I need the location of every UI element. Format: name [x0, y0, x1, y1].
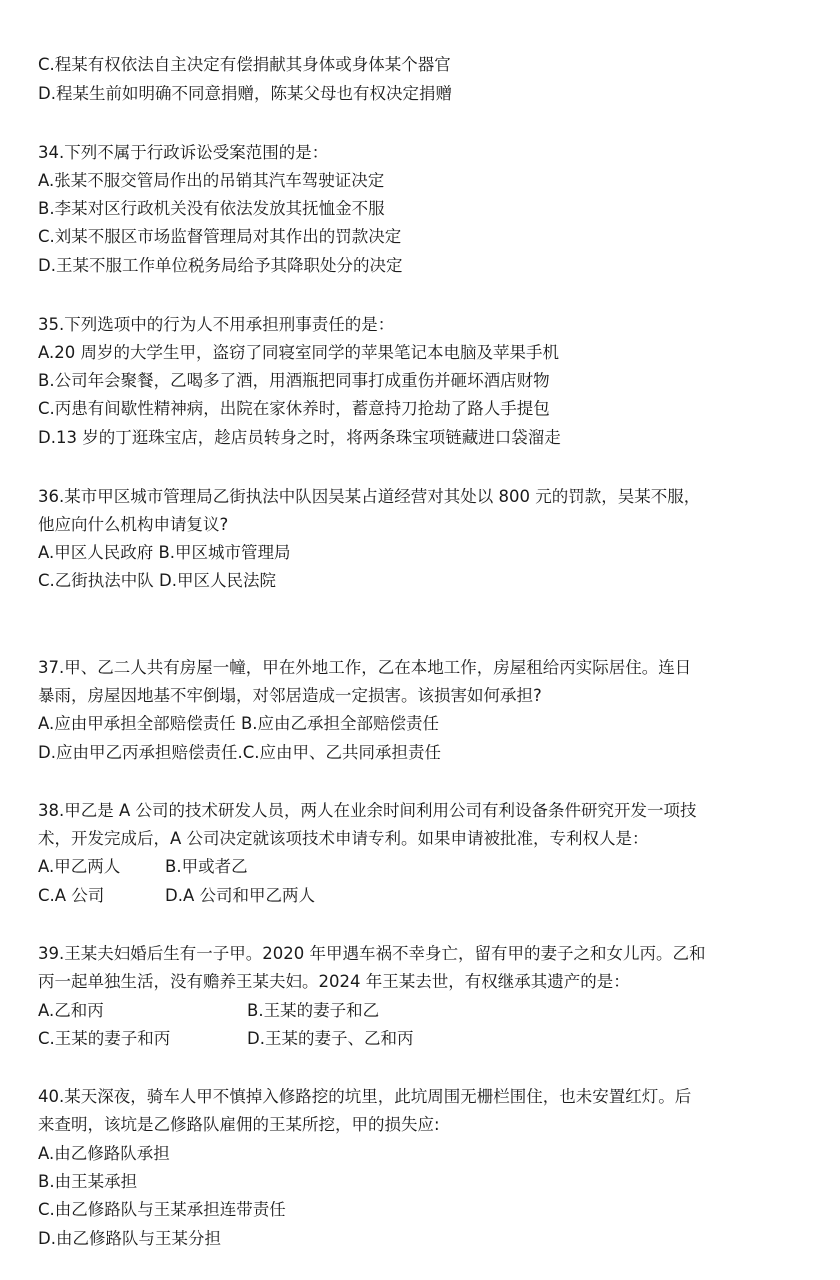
question-40-stem-line2: 来查明，该坑是乙修路队雇佣的王某所挖，甲的损失应: [38, 1115, 440, 1134]
question-36-options-cd: C.乙街执法中队 D.甲区人民法院 [38, 571, 276, 590]
question-39-option-b: B.王某的妻子和乙 [247, 1001, 380, 1020]
question-34-option-d: D.王某不服工作单位税务局给予其降职处分的决定 [38, 256, 403, 275]
question-38-option-a: A.甲乙两人 [38, 857, 121, 876]
question-38-option-c: C.A 公司 [38, 886, 105, 905]
question-35-stem: 35.下列选项中的行为人不用承担刑事责任的是： [38, 315, 395, 334]
question-39-option-c: C.王某的妻子和丙 [38, 1029, 171, 1048]
question-37-options-dc: D.应由甲乙丙承担赔偿责任.C.应由甲、乙共同承担责任 [38, 743, 441, 762]
question-37-options-ab: A.应由甲承担全部赔偿责任 B.应由乙承担全部赔偿责任 [38, 714, 440, 733]
question-38-stem-line2: 术，开发完成后，A 公司决定就该项技术申请专利。如果申请被批准，专利权人是： [38, 829, 649, 848]
question-37-stem-line2: 暴雨，房屋因地基不牢倒塌，对邻居造成一定损害。该损害如何承担? [38, 686, 542, 705]
question-38-stem-line1: 38.甲乙是 A 公司的技术研发人员，两人在业余时间利用公司有利设备条件研究开发一项技 [38, 801, 697, 820]
question-40-stem-line1: 40.某天深夜，骑车人甲不慎掉入修路挖的坑里，此坑周围无栅栏围住，也未安置红灯。后 [38, 1087, 692, 1106]
question-40-option-b: B.由王某承担 [38, 1172, 138, 1191]
question-39-stem-line1: 39.王某夫妇婚后生有一子甲。2020 年甲遇车祸不幸身亡，留有甲的妻子之和女儿丙。乙和 [38, 944, 706, 963]
question-40-option-c: C.由乙修路队与王某承担连带责任 [38, 1200, 286, 1219]
question-34-option-a: A.张某不服交管局作出的吊销其汽车驾驶证决定 [38, 171, 385, 190]
question-39-option-d: D.王某的妻子、乙和丙 [247, 1029, 414, 1048]
question-34-option-c: C.刘某不服区市场监督管理局对其作出的罚款决定 [38, 227, 402, 246]
question-35-option-d: D.13 岁的丁逛珠宝店，趁店员转身之时，将两条珠宝项链藏进口袋溜走 [38, 428, 561, 447]
question-34-option-b: B.李某对区行政机关没有依法发放其抚恤金不服 [38, 199, 385, 218]
question-38-option-d: D.A 公司和甲乙两人 [165, 886, 315, 905]
question-36-options-ab: A.甲区人民政府 B.甲区城市管理局 [38, 543, 291, 562]
question-36-stem-line1: 36.某市甲区城市管理局乙街执法中队因吴某占道经营对其处以 800 元的罚款，吴某不服， [38, 487, 701, 506]
question-39-option-a: A.乙和丙 [38, 1001, 104, 1020]
question-35-option-c: C.丙患有间歇性精神病，出院在家休养时，蓄意持刀抢劫了路人手提包 [38, 399, 550, 418]
question-39-stem-line2: 丙一起单独生活，没有赡养王某夫妇。2024 年王某去世，有权继承其遗产的是： [38, 972, 630, 991]
question-40-option-a: A.由乙修路队承担 [38, 1144, 170, 1163]
question-40-option-d: D.由乙修路队与王某分担 [38, 1229, 221, 1248]
option-d-prev: D.程某生前如明确不同意捐赠，陈某父母也有权决定捐赠 [38, 84, 452, 103]
question-35-option-b: B.公司年会聚餐，乙喝多了酒，用酒瓶把同事打成重伤并砸坏酒店财物 [38, 371, 550, 390]
question-35-option-a: A.20 周岁的大学生甲，盗窃了同寝室同学的苹果笔记本电脑及苹果手机 [38, 343, 559, 362]
question-37-stem-line1: 37.甲、乙二人共有房屋一幢，甲在外地工作，乙在本地工作，房屋租给丙实际居住。连日 [38, 658, 692, 677]
option-c-prev: C.程某有权依法自主决定有偿捐献其身体或身体某个器官 [38, 55, 451, 74]
question-36-stem-line2: 他应向什么机构申请复议? [38, 515, 229, 534]
question-34-stem: 34.下列不属于行政诉讼受案范围的是： [38, 143, 329, 162]
question-38-option-b: B.甲或者乙 [165, 857, 248, 876]
